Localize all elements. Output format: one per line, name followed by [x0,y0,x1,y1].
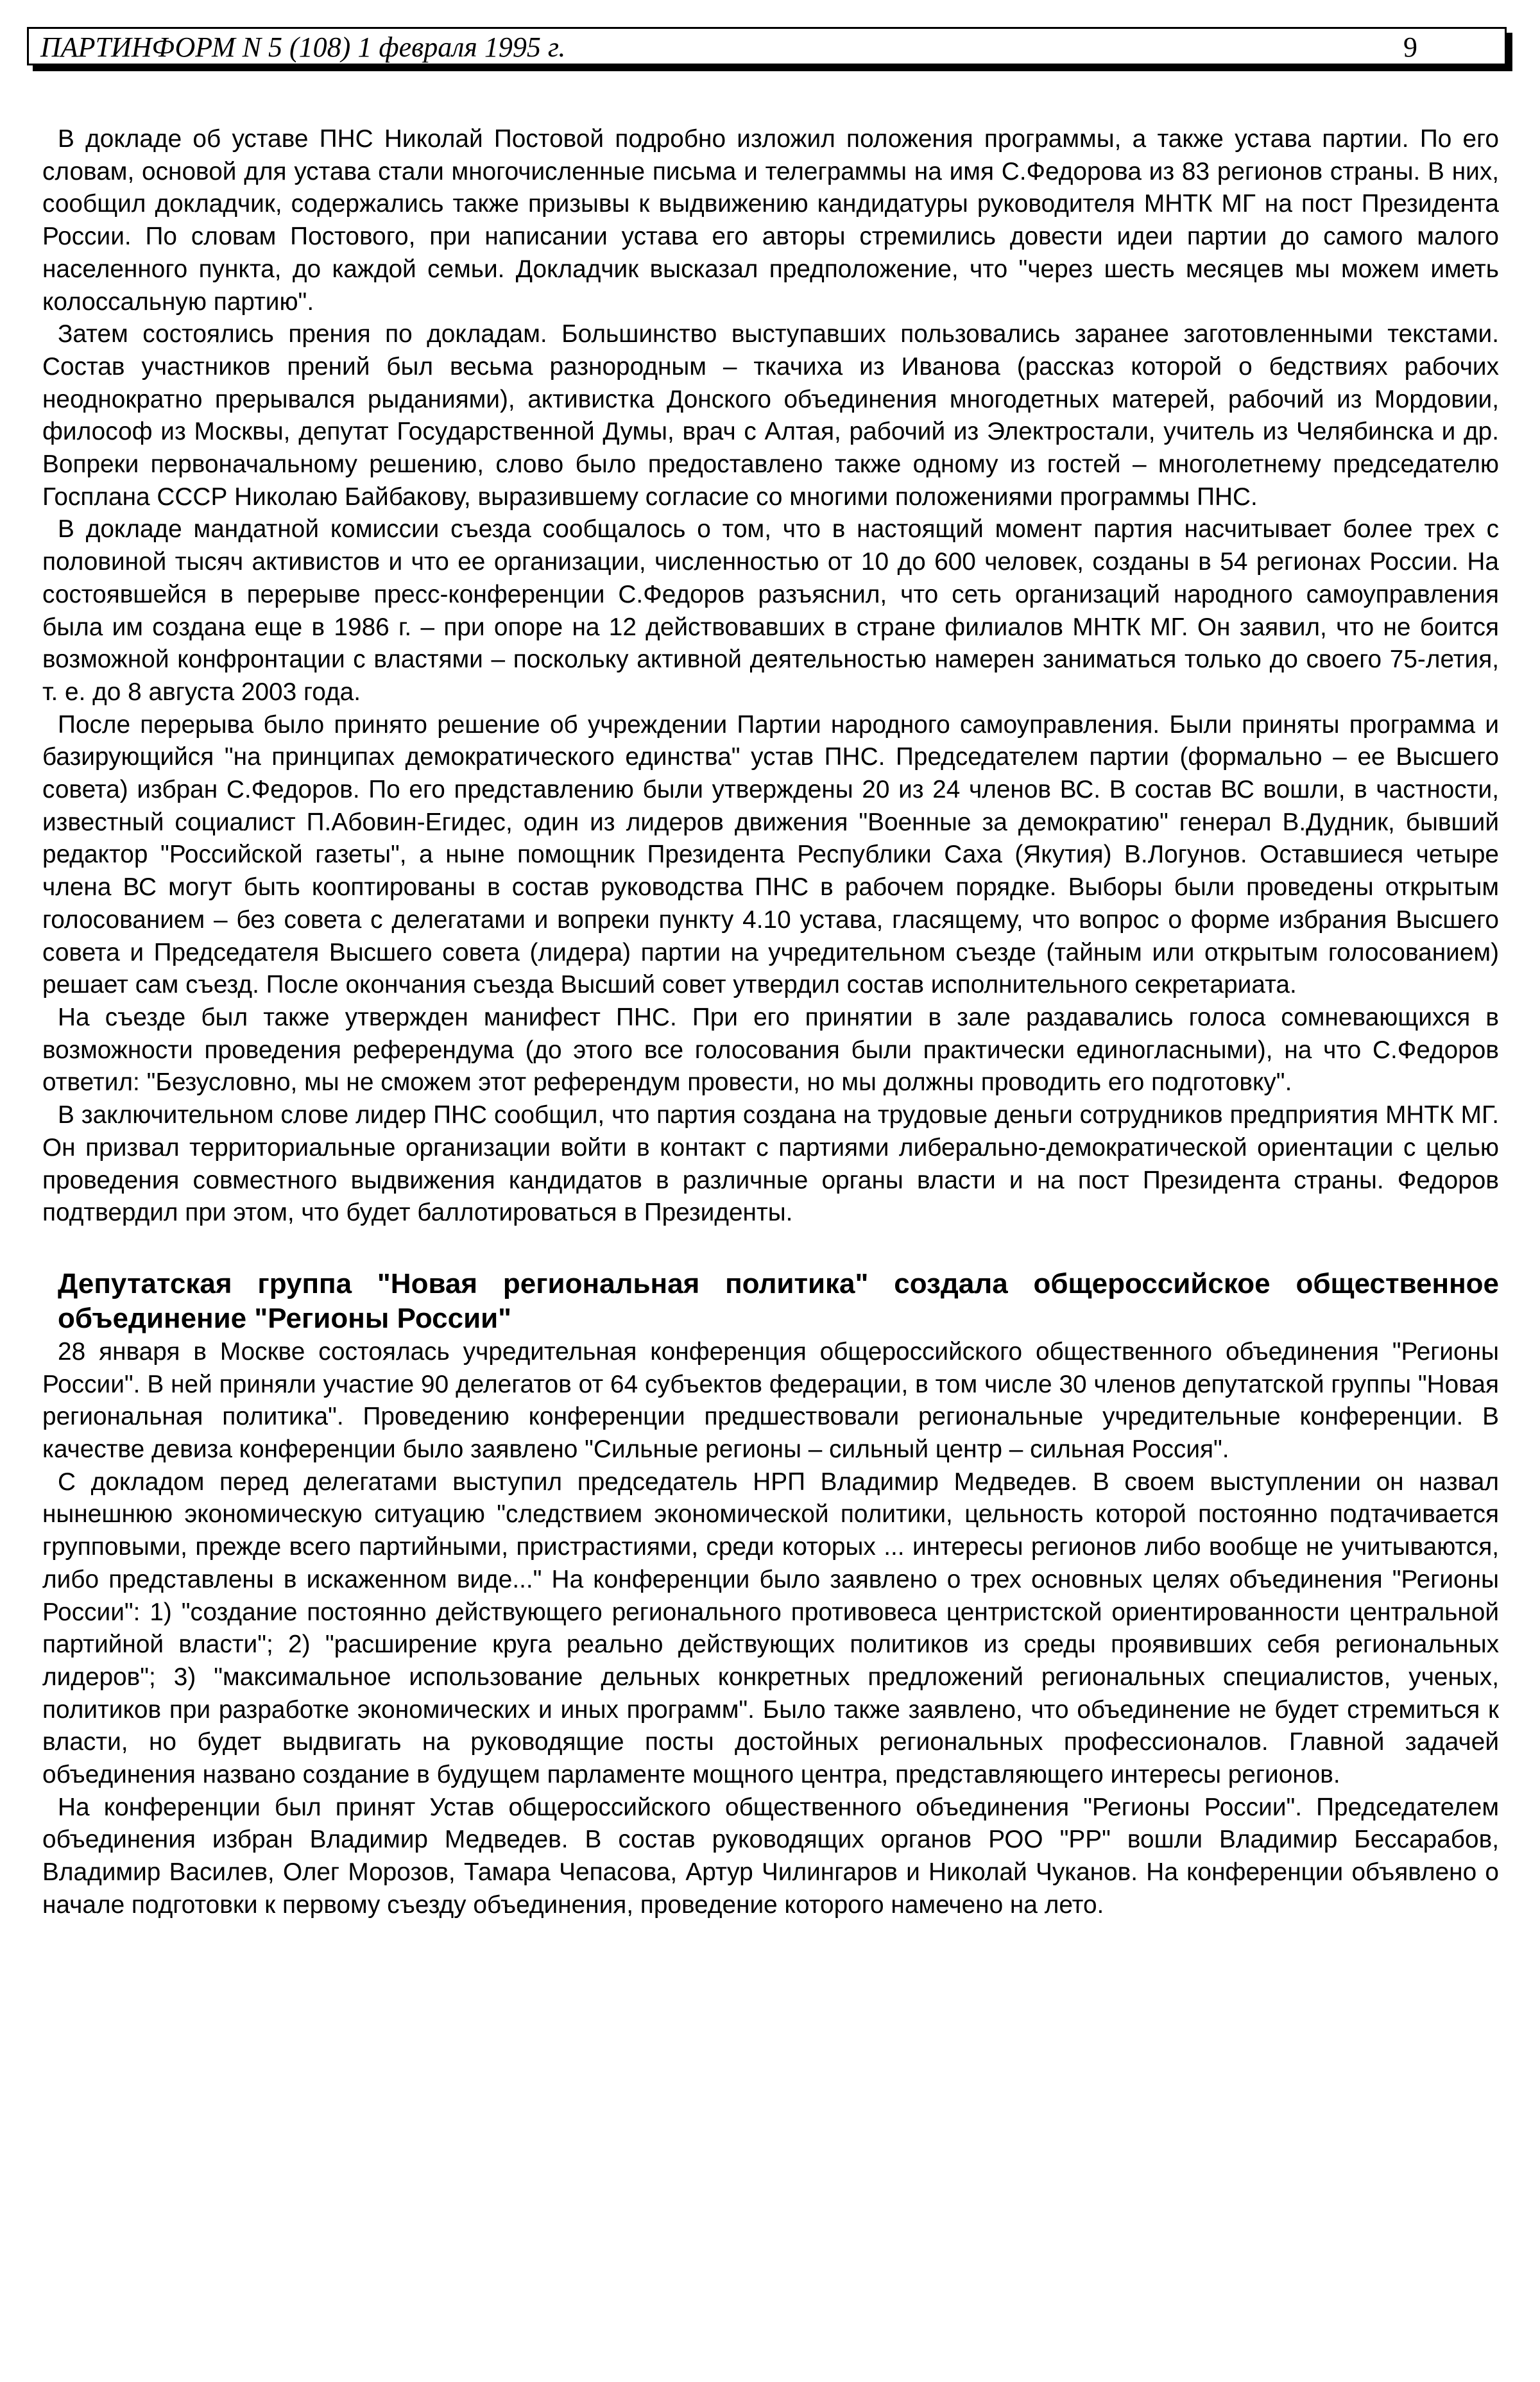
paragraph: В докладе об уставе ПНС Николай Постовой подробно изложил положения программы, а также устава партии. По его словам, основой для устава стали многочисленные письма и телеграммы на имя С.Федорова из 83 регионов страны. В них, сообщил докладчик, содержались также призывы к выдвижению кандидатуры руководителя МНТК МГ на пост Президента России. По словам Постового, при написании устава его авторы стремились довести идеи партии до самого малого населенного пункта, до каждой семьи. Докладчик высказал предположение, что "через шесть месяцев мы можем иметь колоссальную партию". [42,125,1499,316]
paragraph: 28 января в Москве состоялась учредительная конференция общероссийского общественного объединения "Регионы России". В ней приняли участие 90 делегатов от 64 субъектов федерации, в том числе 30 членов депутатской группы "Новая региональная политика". Проведению конференции предшествовали региональные учредительные конференции. В качестве девиза конференции было заявлено "Сильные регионы – сильный центр – сильная Россия". [42,1337,1499,1464]
article-pns-congress [42,123,1499,1230]
paragraph: Затем состоялись прения по докладам. Большинство выступавших пользовались заранее заготовленными текстами. Состав участников прений был весьма разнородным – ткачиха из Иванова (рассказ которой о бедствиях рабочих неоднократно прерывался рыданиями), активистка Донского объединения многодетных матерей, рабочий из Мордовии, философ из Москвы, депутат Государственной Думы, врач с Алтая, рабочий из Электростали, учитель из Челябинска и др. Вопреки первоначальному решению, слово было предоставлено также одному из гостей – многолетнему председателю Госплана СССР Николаю Байбакову, выразившему согласие со многими положениями программы ПНС. [42,320,1499,511]
publication-title: ПАРТИНФОРМ N 5 (108) 1 февраля 1995 г. [40,31,566,63]
article-regions-of-russia [42,1267,1499,1922]
page-number: 9 [1403,31,1417,63]
paragraph: В заключительном слове лидер ПНС сообщил, что партия создана на трудовые деньги сотрудников предприятия МНТК МГ. Он призвал территориальные организации войти в контакт с партиями либерально-демократической ориентации с целью проведения совместного выдвижения кандидатов в различные органы власти и на пост Президента страны. Федоров подтвердил при этом, что будет баллотироваться в Президенты. [42,1101,1499,1227]
page-content [42,123,1499,1922]
paragraph: После перерыва было принято решение об учреждении Партии народного самоуправления. Были приняты программа и базирующийся "на принципах демократического единства" устав ПНС. Председателем партии (формально – ее Высшего совета) избран С.Федоров. По его представлению были утверждены 20 из 24 членов ВС. В состав ВС вошли, в частности, известный социалист П.Абовин-Егидес, один из лидеров движения "Военные за демократию" генерал В.Дудник, бывший редактор "Российской газеты", а ныне помощник Президента Республики Саха (Якутия) В.Логунов. Оставшиеся четыре члена ВС могут быть кооптированы в состав руководства ПНС в рабочем порядке. Выборы были проведены открытым голосованием – без совета с делегатами и вопреки пункту 4.10 устава, гласящему, что вопрос о форме избрания Высшего совета и Председателя Высшего совета (лидера) партии на учредительном съезде (тайным или открытым голосованием) решает сам съезд. После окончания съезда Высший совет утвердил состав исполнительного секретариата. [42,710,1499,999]
article-heading: Депутатская группа "Новая региональная политика" создала общероссийское общественное объединение "Регионы России" [58,1267,1499,1334]
paragraph: В докладе мандатной комиссии съезда сообщалось о том, что в настоящий момент партия насчитывает более трех с половиной тысяч активистов и что ее организации, численностью от 10 до 600 человек, созданы в 54 регионах России. На состоявшейся в перерыве пресс-конференции С.Федоров разъяснил, что сеть организаций народного самоуправления была им создана еще в 1986 г. – при опоре на 12 действовавших в стране филиалов МНТК МГ. Он заявил, что не боится возможной конфронтации с властями – поскольку активной деятельностью намерен заниматься только до своего 75-летия, т. е. до 8 августа 2003 года. [42,515,1499,706]
paragraph: На съезде был также утвержден манифест ПНС. При его принятии в зале раздавались голоса сомневающихся в возможности проведения референдума (до этого все голосования были практически единогласными), на что С.Федоров ответил: "Безусловно, мы не сможем этот референдум провести, но мы должны проводить его подготовку". [42,1003,1499,1097]
paragraph: С докладом перед делегатами выступил председатель НРП Владимир Медведев. В своем выступлении он назвал нынешнюю экономическую ситуацию "следствием экономической политики, цельность которой постоянно подтачивается групповыми, прежде всего партийными, пристрастиями, среди которых ... интересы регионов либо вообще не учитываются, либо представлены в искаженном виде..." На конференции было заявлено о трех основных целях объединения "Регионы России": 1) "создание постоянно действующего регионального противовеса центристской ориентированности центральной партийной власти"; 2) "расширение круга реально действующих политиков из среды проявивших себя региональных лидеров"; 3) "максимальное использование дельных конкретных предложений региональных специалистов, ученых, политиков при разработке экономических и иных программ". Было также заявлено, что объединение не будет стремиться к власти, но будет выдвигать на руководящие посты достойных региональных профессионалов. Главной задачей объединения названо создание в будущем парламенте мощного центра, представляющего интересы регионов. [42,1468,1499,1789]
page-header [27,27,1507,65]
paragraph: На конференции был принят Устав общероссийского общественного объединения "Регионы России". Председателем объединения избран Владимир Медведев. В состав руководящих органов РОО "РР" вошли Владимир Бессарабов, Владимир Василев, Олег Морозов, Тамара Чепасова, Артур Чилингаров и Николай Чуканов. На конференции объявлено о начале подготовки к первому съезду объединения, проведение которого намечено на лето. [42,1793,1499,1919]
